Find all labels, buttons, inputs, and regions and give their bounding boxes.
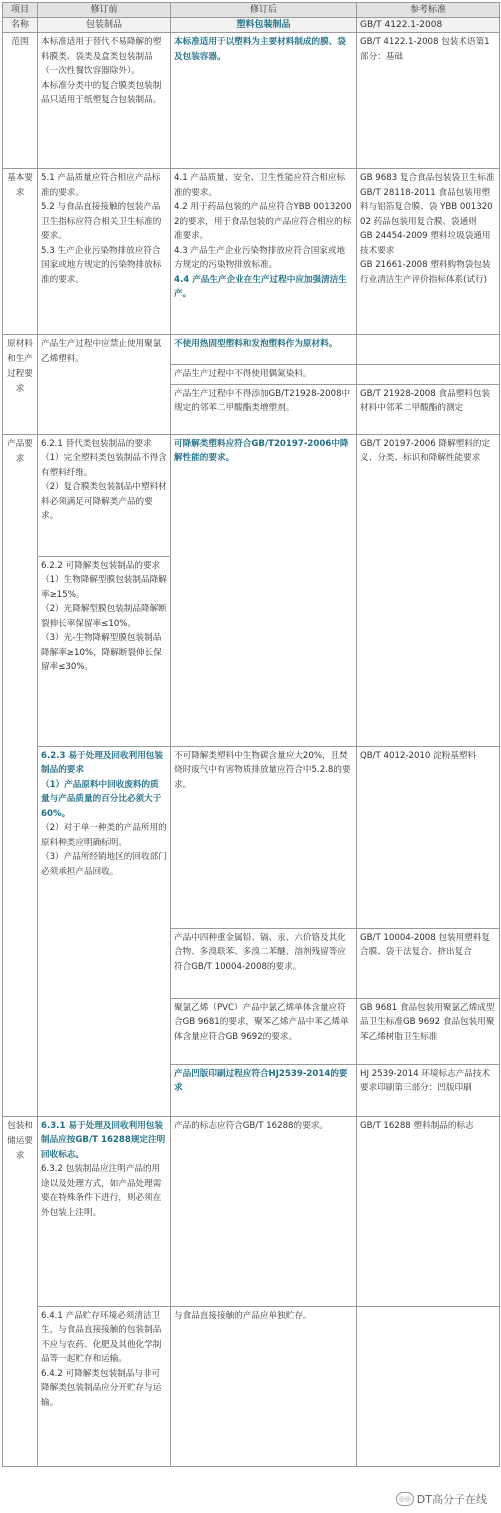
product-reference-6: HJ 2539-2014 环境标志产品技术要求印刷第三部分：凹版印刷 [357, 1064, 500, 1116]
packaging-reference-2 [357, 1306, 500, 1466]
scope-label: 范围 [3, 33, 38, 169]
name-reference: GB/T 4122.1-2008 [357, 18, 500, 33]
product-after-6: 产品凹版印刷过程应符合HJ2539-2014的要求 [171, 1064, 357, 1116]
product-row-3 [3, 746, 500, 928]
product-reference-1: GB/T 20197-2006 降解塑料的定义、分类、标识和降解性能要求 [357, 434, 500, 746]
product-after-5: 聚氯乙烯（PVC）产品中氯乙烯单体含量应符合GB 9681的要求，聚苯乙烯产品中苯乙烯单体含量应符合GB 9692的要求。 [171, 998, 357, 1064]
material-after-2: 产品生产过程中不得使用偶氮染料。 [171, 365, 357, 385]
packaging-row-1 [3, 1116, 500, 1306]
basic-label: 基本要求 [3, 169, 38, 335]
material-before: 产品生产过程中应禁止使用聚氯乙烯塑料。 [38, 335, 171, 435]
header-row [3, 3, 500, 18]
product-after-1: 可降解类塑料应符合GB/T20197-2006中降解性能的要求。 [171, 434, 357, 746]
product-reference-4: GB/T 10004-2008 包装用塑料复合膜、袋干法复合、挤出复合 [357, 928, 500, 998]
material-reference-3: GB/T 21928-2008 食品塑料包装材料中邻苯二甲酸酯的测定 [357, 384, 500, 434]
packaging-before-2: 6.4.1 产品贮存环境必须清洁卫生，与食品直接接触的包装制品不应与农药、化肥及其他化学制品等一起贮存和运输。 6.4.2 可降解类包装制品与非可降解类包装制品应分开贮存与运输。 [38, 1306, 171, 1466]
packaging-label: 包装和储运要求 [3, 1116, 38, 1466]
packaging-after-2: 与食品直接接触的产品应单独贮存。 [171, 1306, 357, 1466]
scope-reference: GB/T 4122.1-2008 包装术语第1部分：基础 [357, 33, 500, 169]
material-after-3: 产品生产过程中不得添加GB/T21928-2008中规定的邻苯二甲酸酯类增塑剂。 [171, 384, 357, 434]
scope-before: 本标准适用于替代不易降解的塑料膜类、袋类及盒类包装制品（一次性餐饮容器除外）。 本标准分类中的复合膜类包装制品只适用于纸塑复合包装制品。 [38, 33, 171, 169]
standard-comparison-table [2, 2, 500, 1467]
material-reference-2 [357, 365, 500, 385]
watermark-text: DT高分子在线 [417, 1491, 487, 1507]
basic-row [3, 169, 500, 335]
packaging-row-2 [3, 1306, 500, 1466]
product-after-3: 不可降解类塑料中生物碳含量应大20%，且焚烧时废气中有害物质排放量应符合中5.2.8的要求。 [171, 746, 357, 928]
watermark [396, 1491, 487, 1507]
name-label: 名称 [3, 18, 38, 33]
scope-row [3, 33, 500, 169]
product-reference-5: GB 9681 食品包装用聚氯乙烯成型品卫生标准GB 9692 食品包装用聚苯乙烯树脂卫生标准 [357, 998, 500, 1064]
material-reference-1 [357, 335, 500, 365]
name-before: 包装制品 [38, 18, 171, 33]
basic-after: 4.1 产品质量、安全、卫生性能应符合相应标准的要求。 4.2 用于药品包装的产品应符合YBB 00132002的要求，用于食品包装的产品应符合相应的标准要求。 4.3 产品生产企业污染物排放应符合国家或地方规定的污染物排放标准。 4.4 产品生产企业在生产过程中应加强清洁生产。 [171, 169, 357, 335]
material-row-1 [3, 335, 500, 365]
scope-after: 本标准适用于以塑料为主要材料制成的膜、袋及包装容器。 [171, 33, 357, 169]
header-before: 修订前 [38, 3, 171, 18]
material-label: 原材料和生产过程要求 [3, 335, 38, 435]
packaging-reference-1: GB/T 16288 塑料制品的标志 [357, 1116, 500, 1306]
product-reference-3: QB/T 4012-2010 淀粉基塑料 [357, 746, 500, 928]
product-row-1 [3, 434, 500, 556]
basic-reference: GB 9683 复合食品包装袋卫生标准 GB/T 28118-2011 食品包装用塑料与铝箔复合膜、袋 YBB 00132002 药品包装用复合膜、袋通则 GB 24454-2009 塑料垃圾袋通用技术要求 GB 21661-2008 塑料购物袋包装行业清洁生产评价指标体系(试行) [357, 169, 500, 335]
product-before-1: 6.2.1 替代类包装制品的要求 （1）完全塑料类包装制品不得含有塑料纤维。 （2）复合膜类包装制品中塑料材料必须满足可降解类产品的要求。 [38, 434, 171, 556]
wechat-icon: ◎◎ [396, 1492, 414, 1506]
product-before-3: 6.2.3 易于处理及回收利用包装制品的要求 （1）产品原料中回收废料的质量与产品质量的百分比必须大于60%。 （2）对于单一种类的产品所用的原料种类应明确标明。 （3）产品所经销地区的回收部门必须承担产品回收。 [38, 746, 171, 1116]
product-after-4: 产品中四种重金属铅、镉、汞、六价铬及其化合物、多溴联苯、多溴二苯醚、溶剂残留等应符合GB/T 10004-2008的要求。 [171, 928, 357, 998]
material-after-1: 不使用热固型塑料和发泡塑料作为原材料。 [171, 335, 357, 365]
packaging-before-1: 6.3.1 易于处理及回收利用包装制品应按GB/T 16288规定注明回收标志。 6.3.2 包装制品应注明产品的用途以及处理方式，如产品处理需要在特殊条件下进行，则必须在外包装上注明。 [38, 1116, 171, 1306]
product-label: 产品要求 [3, 434, 38, 1116]
basic-before: 5.1 产品质量应符合相应产品标准的要求。 5.2 与食品直接接触的包装产品卫生指标应符合相关卫生标准的要求。 5.3 生产企业污染物排放应符合国家或地方规定的污染物排放标准的要求。 [38, 169, 171, 335]
name-after: 塑料包装制品 [171, 18, 357, 33]
header-reference: 参考标准 [357, 3, 500, 18]
header-after: 修订后 [171, 3, 357, 18]
header-item: 项目 [3, 3, 38, 18]
name-row [3, 18, 500, 33]
product-before-2: 6.2.2 可降解类包装制品的要求 （1）生物降解型膜包装制品降解率≥15%。 （2）光降解型膜包装制品降解断裂伸长率保留率≤10%。 （3）光-生物降解型膜包装制品降解率≥10%，降解断裂伸长保留率≤30%。 [38, 556, 171, 746]
packaging-after-1: 产品的标志应符合GB/T 16288的要求。 [171, 1116, 357, 1306]
